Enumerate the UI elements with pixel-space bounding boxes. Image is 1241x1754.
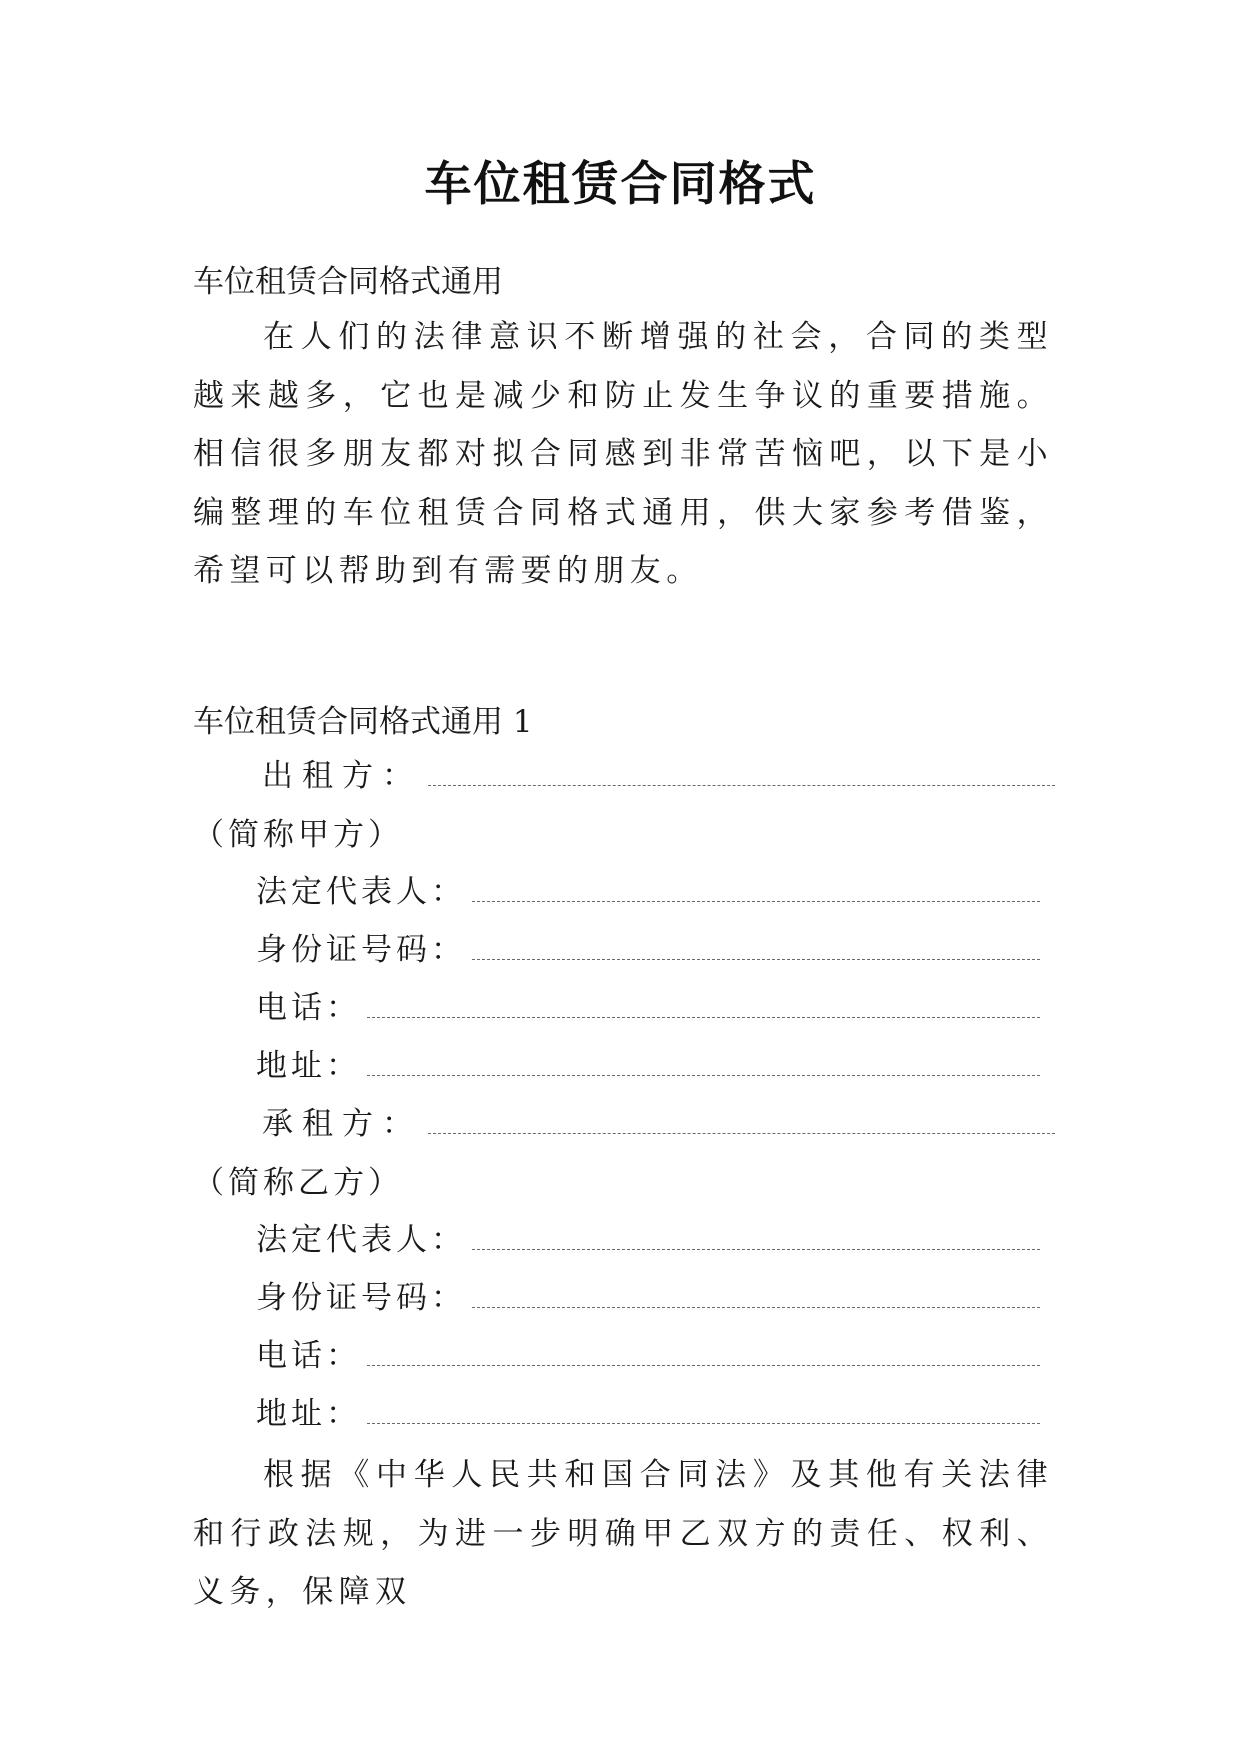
lessee-label: 承租方： [262,1106,422,1142]
lessee-address-label: 地址： [256,1396,361,1432]
lessor-address-blank[interactable] [367,1074,1040,1076]
lessee-address-field[interactable] [256,1394,1040,1434]
lessor-representative-blank[interactable] [472,900,1040,902]
intro-paragraph: 在人们的法律意识不断增强的社会，合同的类型越来越多，它也是减少和防止发生争议的重要措施。相信很多朋友都对拟合同感到非常苦恼吧，以下是小编整理的车位租赁合同格式通用，供大家参考借鉴，希望可以帮助到有需要的朋友。 [193,319,1053,589]
lessee-id-label: 身份证号码： [256,1280,466,1316]
lessee-id-field[interactable] [256,1278,1040,1318]
lessor-representative-label: 法定代表人： [256,874,466,910]
lessee-short-name: （简称乙方） [193,1165,403,1201]
lessor-id-field[interactable] [256,930,1040,970]
lessee-phone-label: 电话： [256,1338,361,1374]
lessor-field[interactable] [262,756,1055,796]
lessor-address-field[interactable] [256,1046,1040,1086]
lessee-field[interactable] [262,1104,1055,1144]
lessor-representative-field[interactable] [256,872,1040,912]
lessee-representative-label: 法定代表人： [256,1222,466,1258]
section-heading: 车位租赁合同格式通用 [193,264,503,300]
lessor-label: 出租方： [262,758,422,794]
lessee-representative-blank[interactable] [472,1248,1040,1250]
lessor-blank[interactable] [428,784,1055,786]
lessor-address-label: 地址： [256,1048,361,1084]
contract-heading: 车位租赁合同格式通用 1 [193,704,533,740]
lessee-id-blank[interactable] [472,1306,1040,1308]
document-title: 车位租赁合同格式 [424,157,817,212]
lessee-blank[interactable] [428,1132,1055,1134]
lessee-address-blank[interactable] [367,1422,1040,1424]
closing-paragraph: 根据《中华人民共和国合同法》及其他有关法律和行政法规，为进一步明确甲乙双方的责任、权利、义务，保障双 [193,1457,1053,1610]
lessor-id-blank[interactable] [472,958,1040,960]
lessor-id-label: 身份证号码： [256,932,466,968]
lessor-short-name: （简称甲方） [193,817,403,853]
lessor-phone-field[interactable] [256,988,1040,1028]
lessee-phone-field[interactable] [256,1336,1040,1376]
lessor-phone-label: 电话： [256,990,361,1026]
lessee-phone-blank[interactable] [367,1364,1040,1366]
lessee-representative-field[interactable] [256,1220,1040,1260]
lessor-phone-blank[interactable] [367,1016,1040,1018]
